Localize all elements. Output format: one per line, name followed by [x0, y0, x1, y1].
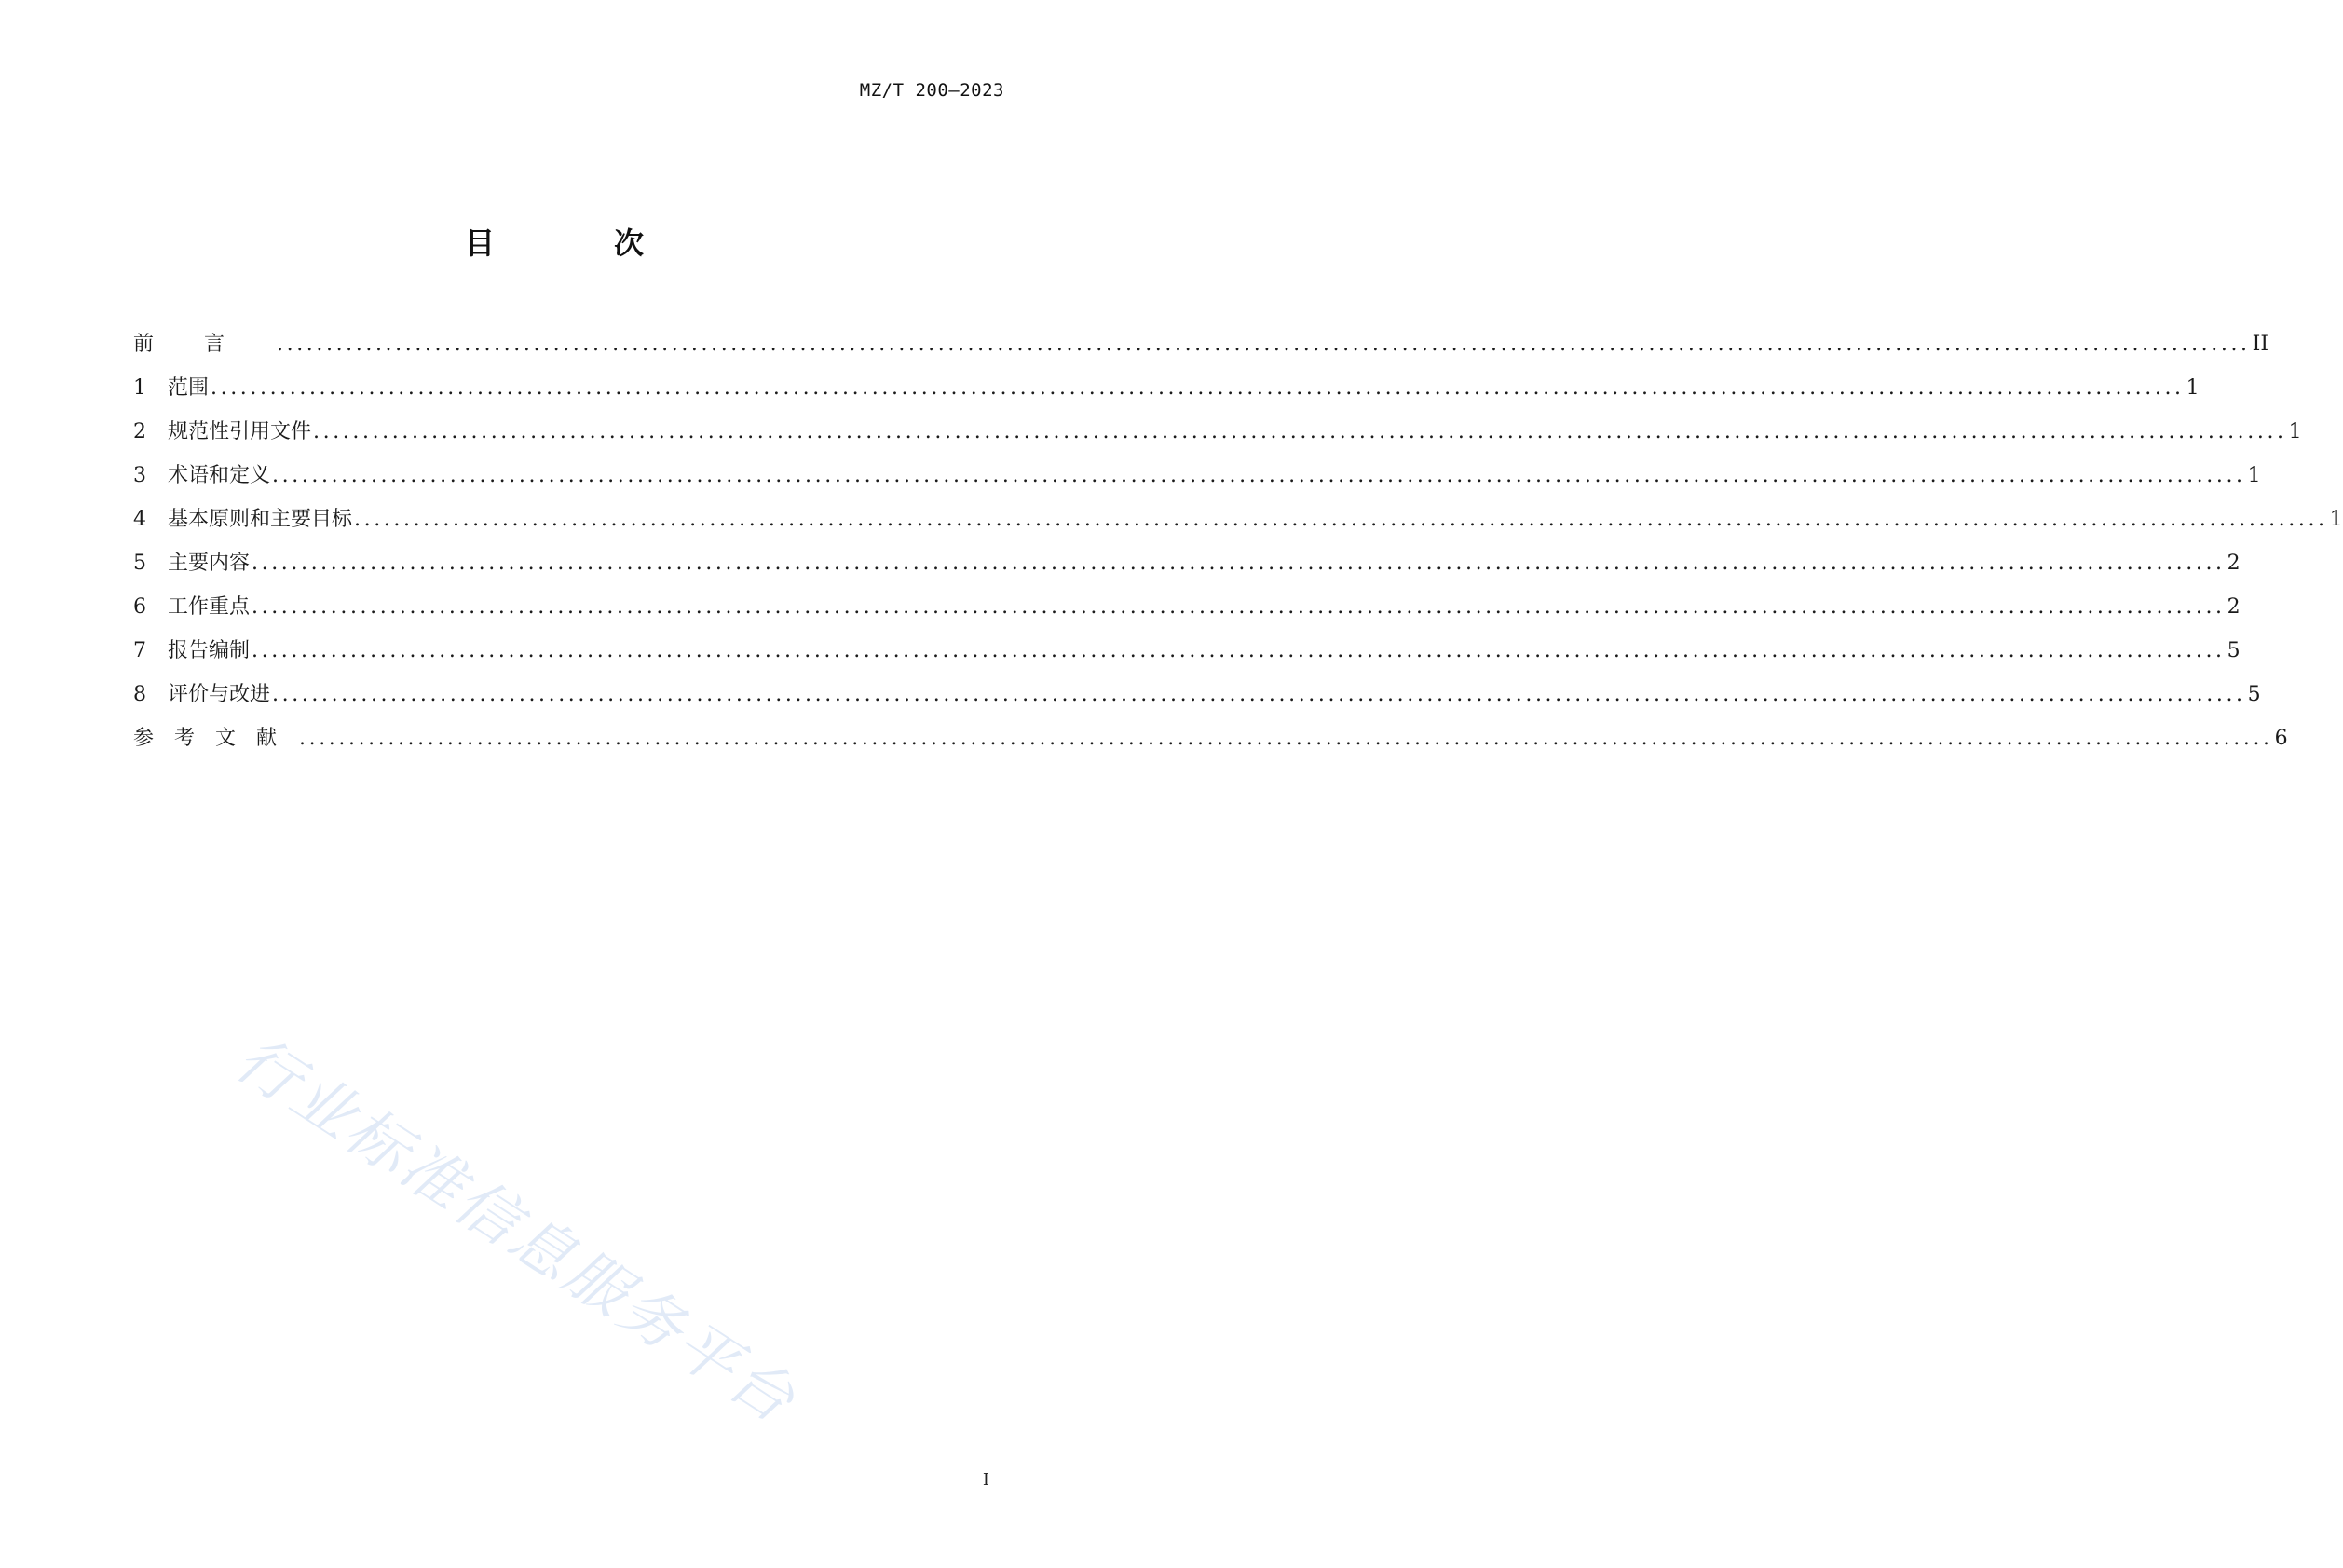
toc-entry-number: 2: [133, 420, 146, 443]
toc-leader-dots: ........................................................................................................................................................................................................: [252, 595, 2226, 619]
toc-leader-dots: ........................................................................................................................................................................................................: [252, 639, 2226, 662]
toc-entry-number: 6: [133, 595, 146, 619]
toc-entry-page: 1: [2288, 420, 2302, 443]
toc-entry-label: 评价与改进: [168, 683, 271, 706]
toc-entry-number: 5: [133, 552, 146, 575]
toc-entry-page: 1: [2329, 508, 2343, 531]
toc-entry[interactable]: [133, 680, 2261, 724]
table-of-contents: [133, 330, 2343, 768]
toc-entry[interactable]: [133, 417, 2302, 461]
toc-leader-dots: ........................................................................................................................................................................................................: [354, 508, 2328, 531]
toc-entry-page: 6: [2274, 727, 2288, 750]
toc-leader-dots: ........................................................................................................................................................................................................: [211, 376, 2185, 400]
toc-leader-dots: ........................................................................................................................................................................................................: [272, 683, 2246, 706]
toc-entry[interactable]: [133, 461, 2261, 505]
toc-entry[interactable]: [133, 505, 2343, 549]
toc-entry[interactable]: [133, 636, 2241, 680]
toc-entry-page: 5: [2247, 683, 2261, 706]
toc-entry-page: 1: [2247, 464, 2261, 487]
toc-entry-page: 5: [2227, 639, 2241, 662]
watermark-text: 行业标准信息服务平台: [223, 1022, 810, 1438]
toc-entry-label: 主要内容: [168, 552, 251, 575]
toc-entry-number: 4: [133, 508, 146, 531]
toc-leader-dots: ........................................................................................................................................................................................................: [252, 552, 2226, 575]
toc-entry-label: 参考文献: [133, 727, 298, 750]
toc-entry-label: 报告编制: [168, 639, 251, 662]
toc-entry-label: 规范性引用文件: [168, 420, 312, 443]
toc-leader-dots: ........................................................................................................................................................................................................: [299, 727, 2273, 750]
toc-leader-dots: ........................................................................................................................................................................................................: [313, 420, 2287, 443]
toc-entry-page: 2: [2227, 552, 2241, 575]
toc-entry[interactable]: [133, 330, 2269, 374]
standard-code: MZ/T 200—2023: [859, 80, 1004, 101]
toc-entry-number: 8: [133, 683, 146, 706]
toc-entry[interactable]: [133, 549, 2241, 593]
toc-leader-dots: ........................................................................................................................................................................................................: [272, 464, 2246, 487]
page-title: 目 次: [464, 225, 688, 261]
toc-entry-page: II: [2252, 333, 2269, 356]
toc-entry-page: 1: [2186, 376, 2200, 400]
toc-entry[interactable]: [133, 374, 2200, 417]
page-number: I: [982, 1470, 989, 1490]
toc-entry-label: 工作重点: [168, 595, 251, 619]
toc-entry-number: 7: [133, 639, 146, 662]
toc-entry-page: 2: [2227, 595, 2241, 619]
toc-leader-dots: ........................................................................................................................................................................................................: [277, 333, 2251, 356]
toc-entry-number: 3: [133, 464, 146, 487]
toc-entry[interactable]: [133, 593, 2241, 636]
toc-entry-label: 前言: [133, 333, 276, 356]
toc-entry-number: 1: [133, 376, 146, 400]
toc-entry[interactable]: [133, 724, 2288, 768]
toc-entry-label: 范围: [168, 376, 210, 400]
toc-entry-label: 术语和定义: [168, 464, 271, 487]
toc-entry-label: 基本原则和主要目标: [168, 508, 353, 531]
